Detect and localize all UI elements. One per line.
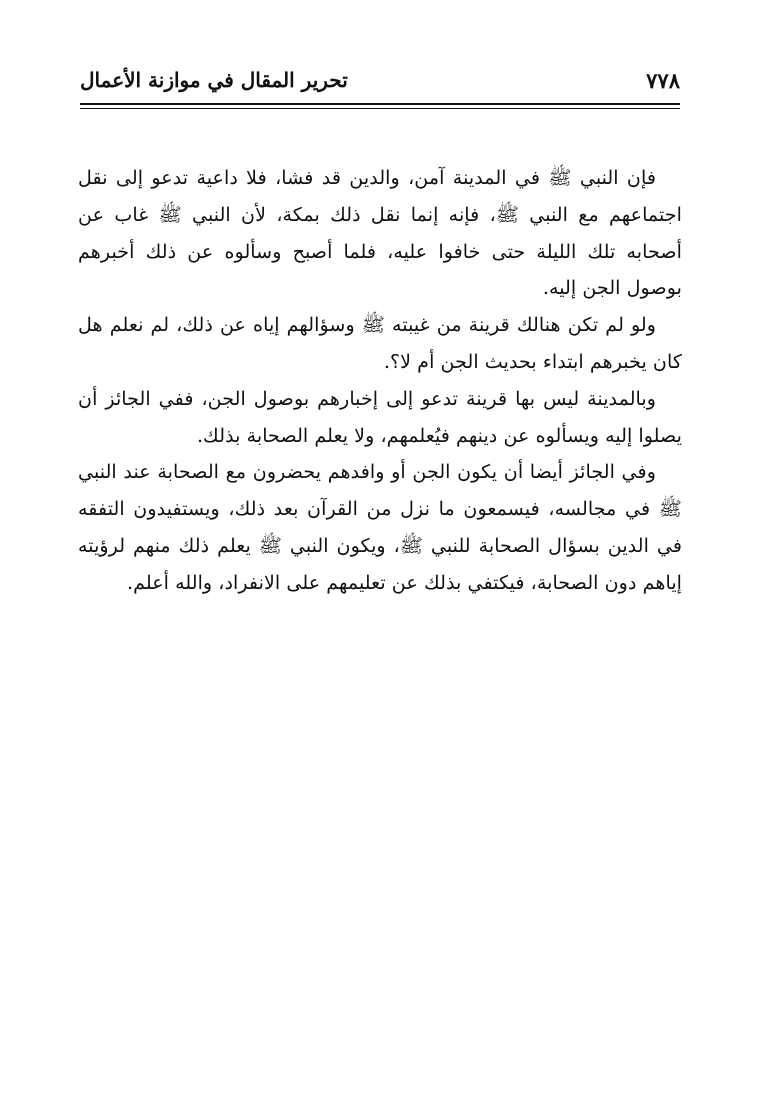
- paragraph-2: ولو لم تكن هنالك قرينة من غيبته ﷺ وسؤالهم إياه عن ذلك، لم نعلم هل كان يخبرهم ابتداء بحديث الجن أم لا؟.: [78, 313, 682, 373]
- page-header: [80, 66, 680, 98]
- header-rule: [80, 103, 680, 105]
- paragraph-4: وفي الجائز أيضا أن يكون الجن أو وافدهم يحضرون مع الصحابة عند النبي ﷺ في مجالسه، فيسمعون ما نزل من القرآن بعد ذلك، ويستفيدون التفقه في الدين بسؤال الصحابة للنبي ﷺ، ويكون النبي ﷺ يعلم ذلك منهم لرؤيته إياهم دون الصحابة، فيكتفي بذلك عن تعليمهم على الانفراد، والله أعلم.: [78, 460, 682, 594]
- paragraph-1: فإن النبي ﷺ في المدينة آمن، والدين قد فشا، فلا داعية تدعو إلى نقل اجتماعهم مع النبي ﷺ، فإنه إنما نقل ذلك بمكة، لأن النبي ﷺ غاب عن أصحابه تلك الليلة حتى خافوا عليه، فلما أصبح وسألوه عن ذلك أخبرهم بوصول الجن إليه.: [78, 166, 682, 300]
- header-rule-thin: [80, 108, 680, 109]
- body-text: [78, 160, 682, 602]
- page-number: ٧٧٨: [646, 68, 680, 93]
- paragraph-3: وبالمدينة ليس بها قرينة تدعو إلى إخبارهم بوصول الجن، ففي الجائز أن يصلوا إليه ويسألوه عن دينهم فيُعلمهم، ولا يعلم الصحابة بذلك.: [78, 386, 682, 447]
- running-title: تحرير المقال في موازنة الأعمال: [80, 68, 348, 92]
